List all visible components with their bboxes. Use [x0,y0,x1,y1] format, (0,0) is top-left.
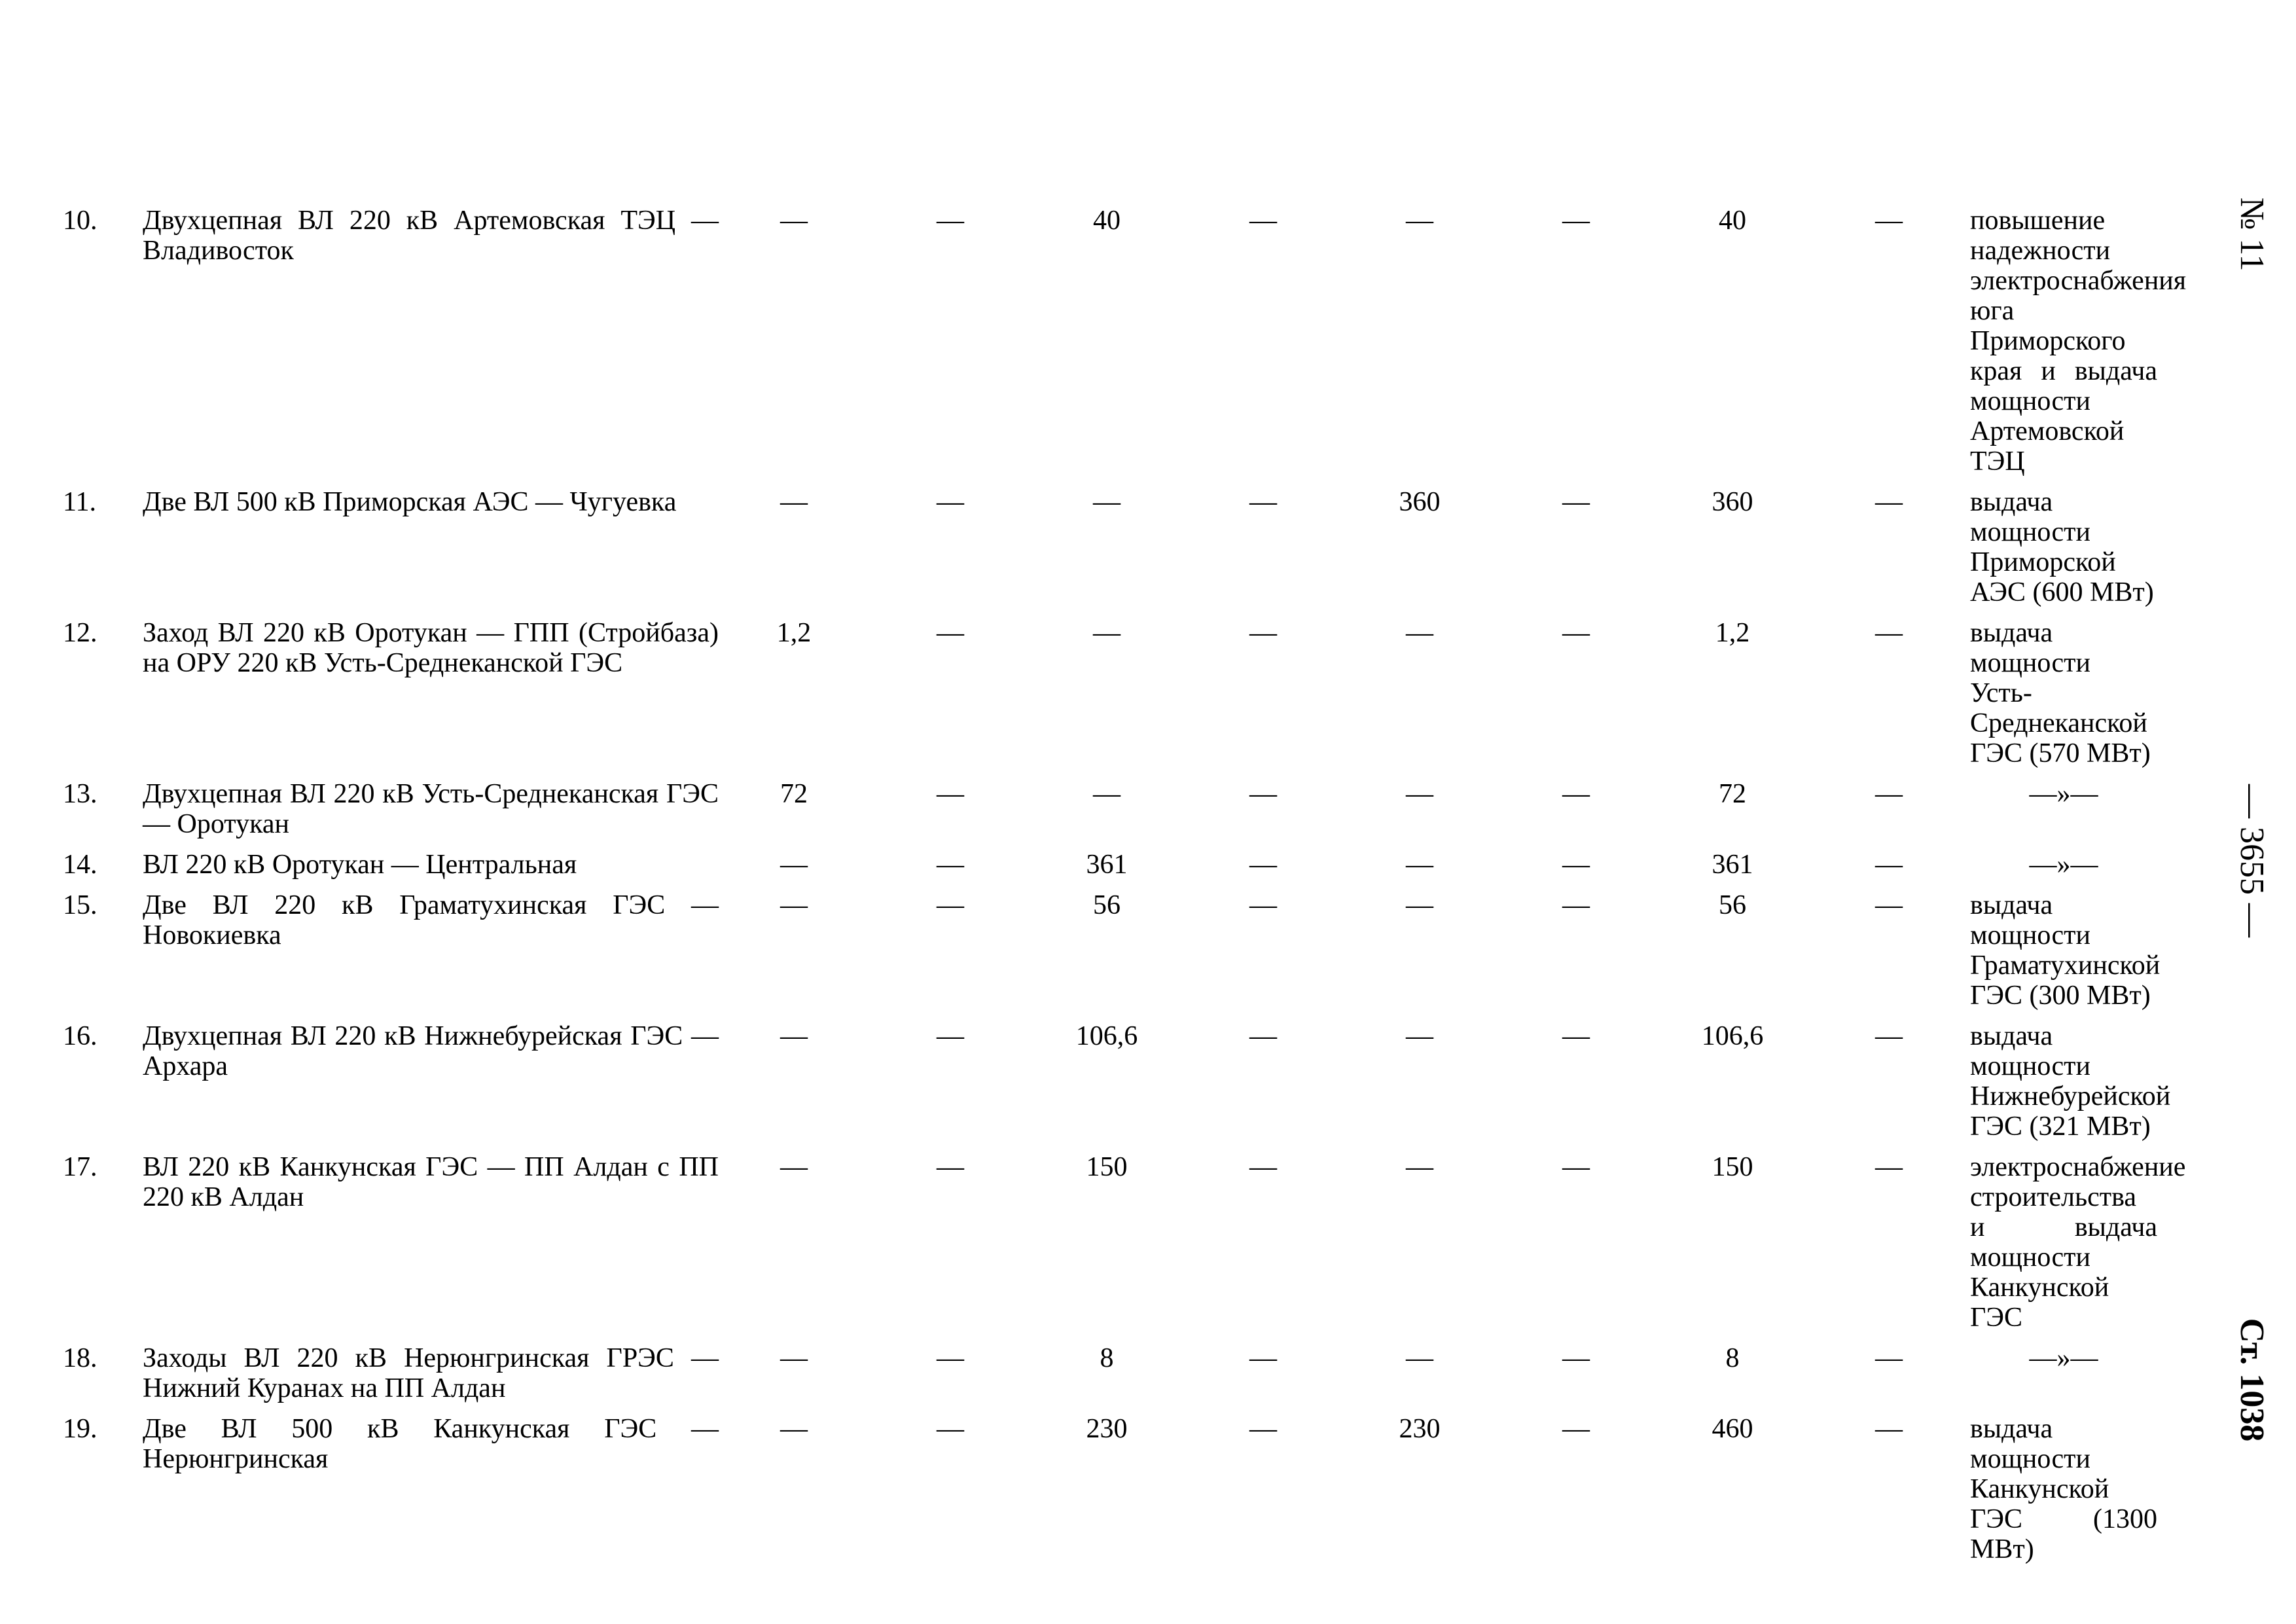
value-cell-col-3: — [1093,618,1121,648]
table-body [63,206,2187,1575]
value-cell-col-4: — [1249,1343,1277,1373]
value-cell-col-8: — [1875,1414,1903,1444]
article-number: Ст. 1038 [2233,1318,2270,1442]
value-cell-col-3: 40 [1093,206,1121,236]
value-cell-col-8: — [1875,206,1903,236]
value-cell-col-7: 460 [1712,1414,1753,1444]
value-cell-col-2: — [937,206,964,236]
line-name: ВЛ 220 кВ Оротукан — Центральная [143,850,577,880]
table-row [63,206,2157,487]
table-row [63,618,2157,779]
value-cell-col-5: — [1406,890,1433,920]
row-number: 13. [63,779,98,809]
table-row [63,1152,2157,1343]
value-cell-col-2: — [937,890,964,920]
value-cell-col-7: 106,6 [1701,1021,1764,1051]
value-cell-col-6: — [1562,618,1590,648]
purpose-note: выдача мощности Канкунской ГЭС (1300 МВт) [1970,1414,2157,1564]
value-cell-col-4: — [1249,1414,1277,1444]
purpose-note: электроснабжение строительства и выдача мощности Канкунской ГЭС [1970,1152,2186,1333]
value-cell-col-2: — [937,850,964,880]
value-cell-col-7: 8 [1725,1343,1740,1373]
value-cell-col-3: 56 [1093,890,1121,920]
value-cell-col-7: 360 [1712,487,1753,517]
row-number: 12. [63,618,98,648]
table-row [63,890,2157,1021]
value-cell-col-5: — [1406,206,1433,236]
value-cell-col-8: — [1875,1343,1903,1373]
table-row [63,1343,2157,1414]
purpose-note: —»— [2029,850,2098,880]
line-name: Заход ВЛ 220 кВ Оротукан — ГПП (Стройбаза) на ОРУ 220 кВ Усть-Среднеканской ГЭС [143,618,719,678]
value-cell-col-1: — [780,850,808,880]
value-cell-col-6: — [1562,1021,1590,1051]
value-cell-col-2: — [937,1414,964,1444]
value-cell-col-8: — [1875,487,1903,517]
value-cell-col-7: 1,2 [1715,618,1750,648]
value-cell-col-3: 8 [1100,1343,1114,1373]
table-row [63,779,2157,850]
issue-number: № 11 [2233,197,2270,272]
line-construction-table [63,206,2187,1575]
value-cell-col-3: 150 [1086,1152,1128,1182]
value-cell-col-1: 72 [780,779,808,809]
purpose-note: выдача мощности Нижнебурейской ГЭС (321 МВт) [1970,1021,2171,1142]
line-name: Заходы ВЛ 220 кВ Нерюнгринская ГРЭС — Нижний Куранах на ПП Алдан [143,1343,719,1403]
purpose-note: выдача мощности Усть-Среднеканской ГЭС (570 МВт) [1970,618,2151,768]
value-cell-col-1: — [780,206,808,236]
row-number: 14. [63,850,98,880]
value-cell-col-5: — [1406,779,1433,809]
value-cell-col-6: — [1562,779,1590,809]
value-cell-col-6: — [1562,890,1590,920]
value-cell-col-7: 361 [1712,850,1753,880]
row-number: 16. [63,1021,98,1051]
value-cell-col-4: — [1249,206,1277,236]
purpose-note: —»— [2029,1343,2098,1373]
table-row [63,487,2157,618]
value-cell-col-8: — [1875,890,1903,920]
value-cell-col-7: 72 [1719,779,1746,809]
value-cell-col-1: 1,2 [776,618,812,648]
value-cell-col-4: — [1249,1021,1277,1051]
row-number: 18. [63,1343,98,1373]
value-cell-col-5: — [1406,850,1433,880]
value-cell-col-4: — [1249,779,1277,809]
value-cell-col-6: — [1562,487,1590,517]
value-cell-col-7: 56 [1719,890,1746,920]
page-number: — 3655 — [2233,784,2270,937]
line-name: ВЛ 220 кВ Канкунская ГЭС — ПП Алдан с ПП 220 кВ Алдан [143,1152,719,1212]
value-cell-col-5: 230 [1399,1414,1441,1444]
value-cell-col-3: 361 [1086,850,1128,880]
value-cell-col-8: — [1875,618,1903,648]
purpose-note: повышение надежности электроснабжения юга Приморского края и выдача мощности Артемовской ТЭЦ [1970,206,2187,477]
table-row [63,850,2157,890]
row-number: 10. [63,206,98,236]
value-cell-col-6: — [1562,206,1590,236]
value-cell-col-7: 40 [1719,206,1746,236]
table-row [63,1414,2157,1575]
value-cell-col-5: — [1406,618,1433,648]
purpose-note: выдача мощности Граматухинской ГЭС (300 МВт) [1970,890,2161,1011]
line-name: Двухцепная ВЛ 220 кВ Усть-Среднеканская ГЭС — Оротукан [143,779,719,839]
value-cell-col-1: — [780,1152,808,1182]
value-cell-col-1: — [780,487,808,517]
value-cell-col-6: — [1562,850,1590,880]
value-cell-col-5: — [1406,1152,1433,1182]
value-cell-col-7: 150 [1712,1152,1753,1182]
value-cell-col-2: — [937,487,964,517]
line-name: Двухцепная ВЛ 220 кВ Нижнебурейская ГЭС — Архара [143,1021,719,1081]
value-cell-col-8: — [1875,850,1903,880]
value-cell-col-6: — [1562,1152,1590,1182]
value-cell-col-1: — [780,1343,808,1373]
row-number: 19. [63,1414,98,1444]
value-cell-col-3: 106,6 [1075,1021,1138,1051]
value-cell-col-8: — [1875,1021,1903,1051]
value-cell-col-3: — [1093,487,1121,517]
line-name: Две ВЛ 220 кВ Граматухинская ГЭС — Новокиевка [143,890,719,950]
value-cell-col-3: 230 [1086,1414,1128,1444]
value-cell-col-2: — [937,779,964,809]
purpose-note: —»— [2029,779,2098,809]
value-cell-col-5: 360 [1399,487,1441,517]
value-cell-col-6: — [1562,1414,1590,1444]
value-cell-col-1: — [780,1021,808,1051]
value-cell-col-2: — [937,1152,964,1182]
value-cell-col-4: — [1249,1152,1277,1182]
value-cell-col-4: — [1249,618,1277,648]
value-cell-col-3: — [1093,779,1121,809]
value-cell-col-2: — [937,1021,964,1051]
line-name: Две ВЛ 500 кВ Приморская АЭС — Чугуевка [143,487,677,517]
purpose-note: выдача мощности Приморской АЭС (600 МВт) [1970,487,2154,607]
value-cell-col-5: — [1406,1021,1433,1051]
row-number: 11. [63,487,96,517]
value-cell-col-5: — [1406,1343,1433,1373]
value-cell-col-1: — [780,890,808,920]
row-number: 17. [63,1152,98,1182]
value-cell-col-2: — [937,1343,964,1373]
line-name: Две ВЛ 500 кВ Канкунская ГЭС — Нерюнгринская [143,1414,719,1474]
value-cell-col-8: — [1875,779,1903,809]
value-cell-col-6: — [1562,1343,1590,1373]
row-number: 15. [63,890,98,920]
table-row [63,1021,2157,1152]
value-cell-col-1: — [780,1414,808,1444]
value-cell-col-4: — [1249,850,1277,880]
value-cell-col-2: — [937,618,964,648]
value-cell-col-8: — [1875,1152,1903,1182]
value-cell-col-4: — [1249,487,1277,517]
line-name: Двухцепная ВЛ 220 кВ Артемовская ТЭЦ — Владивосток [143,206,719,266]
value-cell-col-4: — [1249,890,1277,920]
